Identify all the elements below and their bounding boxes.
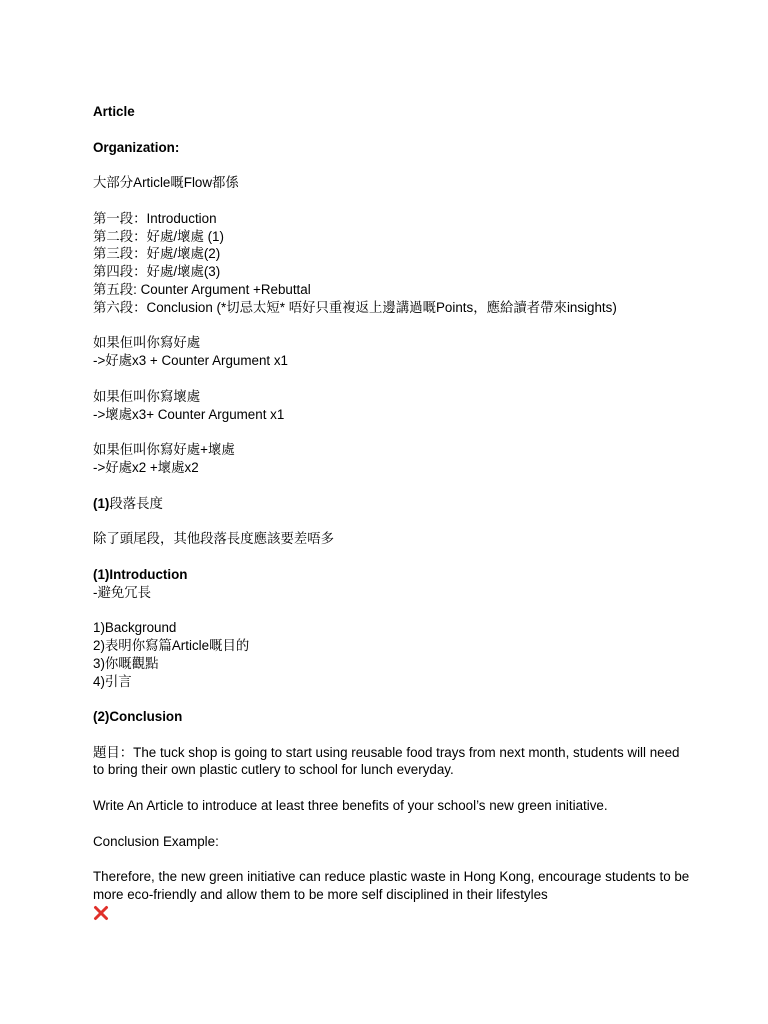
spacer bbox=[93, 423, 693, 441]
introduction-item: 1)Background bbox=[93, 620, 177, 636]
spacer bbox=[93, 815, 693, 833]
organization-heading: Organization: bbox=[93, 139, 180, 155]
article-title: Article bbox=[93, 104, 135, 119]
document-page bbox=[93, 103, 693, 921]
introduction-item: 3)你嘅觀點 bbox=[93, 655, 159, 671]
spacer bbox=[93, 370, 693, 388]
spacer bbox=[93, 156, 693, 174]
case-formula: ->好處x3 + Counter Argument x1 bbox=[93, 353, 289, 369]
introduction-note: -避免冗長 bbox=[93, 584, 152, 600]
example-label: Conclusion Example: bbox=[93, 833, 219, 849]
introduction-item: 4)引言 bbox=[93, 673, 132, 689]
conclusion-heading: (2)Conclusion bbox=[93, 709, 183, 725]
task-text: Write An Article to introduce at least three benefits of your school’s new green initiative. bbox=[93, 798, 608, 814]
spacer bbox=[93, 317, 693, 335]
case-condition: 如果佢叫你寫好處 bbox=[93, 335, 201, 351]
paragraph-item: 第四段：好處/壞處(3) bbox=[93, 264, 221, 280]
length-heading-number: (1) bbox=[93, 495, 110, 511]
question-text: 題目：The tuck shop is going to start using reusable food trays from next month, students will need to bring their own plastic cutlery to school for lunch everyday. bbox=[93, 744, 680, 778]
cross-mark-icon bbox=[93, 905, 109, 921]
spacer bbox=[93, 601, 693, 619]
paragraph-item: 第五段: Counter Argument +Rebuttal bbox=[93, 281, 311, 297]
paragraph-list bbox=[93, 210, 693, 317]
case-formula: ->壞處x3+ Counter Argument x1 bbox=[93, 406, 285, 422]
spacer bbox=[93, 850, 693, 868]
case-condition: 如果佢叫你寫壞處 bbox=[93, 388, 201, 404]
example-text: Therefore, the new green initiative can reduce plastic waste in Hong Kong, encourage students to be more eco-friendly and allow them to be more self disciplined in their lifestyles bbox=[93, 869, 690, 903]
spacer bbox=[93, 477, 693, 495]
spacer bbox=[93, 690, 693, 708]
case-condition: 如果佢叫你寫好處+壞處 bbox=[93, 442, 235, 458]
spacer bbox=[93, 548, 693, 566]
length-heading-text: 段落長度 bbox=[109, 495, 163, 511]
spacer bbox=[93, 121, 693, 139]
case-benefits bbox=[93, 334, 693, 370]
length-heading bbox=[93, 495, 693, 513]
spacer bbox=[93, 726, 693, 744]
length-body: 除了頭尾段，其他段落長度應該要差唔多 bbox=[93, 531, 335, 547]
flow-intro: 大部分Article嘅Flow都係 bbox=[93, 175, 239, 191]
introduction-heading: (1)Introduction bbox=[93, 566, 188, 582]
spacer bbox=[93, 512, 693, 530]
case-both bbox=[93, 441, 693, 477]
spacer bbox=[93, 779, 693, 797]
spacer bbox=[93, 192, 693, 210]
paragraph-item: 第六段：Conclusion (*切忌太短* 唔好只重複返上邊講過嘅Points，應給讀者帶來insights) bbox=[93, 299, 617, 315]
case-formula: ->好處x2 +壞處x2 bbox=[93, 459, 199, 475]
introduction-items bbox=[93, 619, 693, 690]
introduction-item: 2)表明你寫篇Article嘅目的 bbox=[93, 637, 250, 653]
case-drawbacks bbox=[93, 388, 693, 424]
paragraph-item: 第三段：好處/壞處(2) bbox=[93, 246, 221, 262]
paragraph-item: 第一段：Introduction bbox=[93, 210, 217, 226]
paragraph-item: 第二段：好處/壞處 (1) bbox=[93, 228, 224, 244]
